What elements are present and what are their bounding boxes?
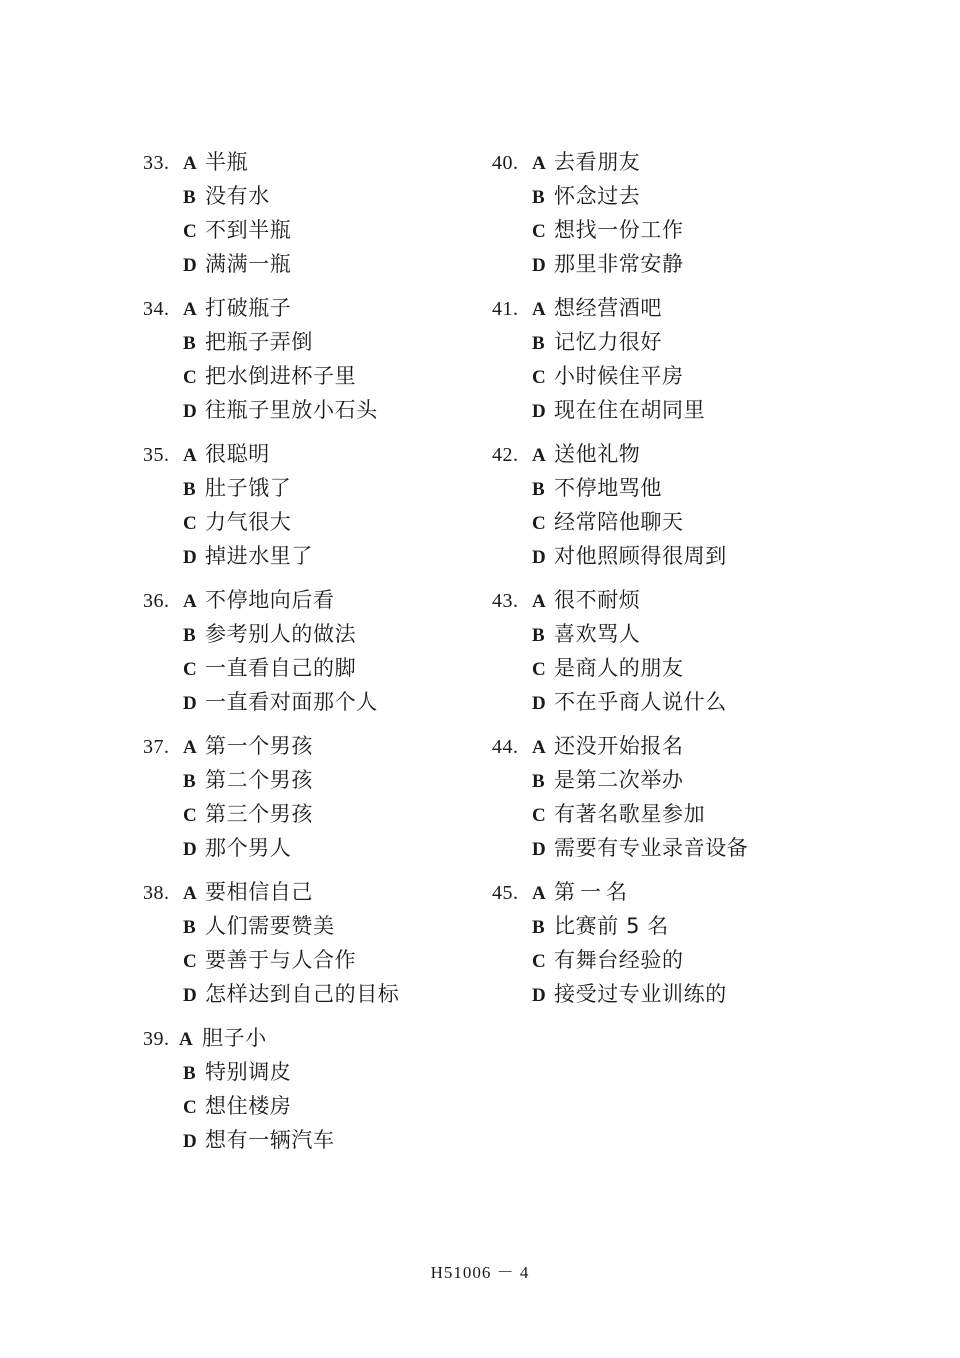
option-row[interactable] xyxy=(143,291,483,325)
question-number: 40. xyxy=(492,152,519,174)
option-row[interactable] xyxy=(492,145,832,179)
option-row[interactable] xyxy=(143,247,483,281)
option-text: 是第二次举办 xyxy=(554,768,684,792)
option-row[interactable] xyxy=(492,831,832,865)
option-letter: D xyxy=(532,985,546,1006)
option-row[interactable] xyxy=(492,875,832,909)
option-letter: C xyxy=(532,513,546,534)
option-letter: C xyxy=(532,805,546,826)
option-row[interactable] xyxy=(143,213,483,247)
option-row[interactable] xyxy=(143,1055,483,1089)
option-text: 半瓶 xyxy=(205,150,249,174)
option-letter: B xyxy=(183,917,196,938)
question-column-left xyxy=(143,145,483,1167)
option-text: 需要有专业录音设备 xyxy=(554,836,749,860)
option-row[interactable] xyxy=(143,437,483,471)
question-block xyxy=(143,729,483,865)
option-letter: C xyxy=(532,221,546,242)
question-number: 33. xyxy=(143,152,170,174)
option-text: 不停地向后看 xyxy=(205,588,335,612)
question-block xyxy=(492,583,832,719)
option-row[interactable] xyxy=(143,909,483,943)
option-row[interactable] xyxy=(492,977,832,1011)
option-row[interactable] xyxy=(143,505,483,539)
question-number: 37. xyxy=(143,736,170,758)
option-letter: C xyxy=(183,367,197,388)
option-letter: D xyxy=(183,839,197,860)
option-text: 很不耐烦 xyxy=(554,588,641,612)
option-row[interactable] xyxy=(492,617,832,651)
option-text: 不到半瓶 xyxy=(205,218,292,242)
option-row[interactable] xyxy=(492,651,832,685)
option-row[interactable] xyxy=(143,539,483,573)
option-row[interactable] xyxy=(143,1021,483,1055)
option-text: 想经营酒吧 xyxy=(554,296,662,320)
option-row[interactable] xyxy=(143,145,483,179)
question-number: 41. xyxy=(492,298,519,320)
option-row[interactable] xyxy=(492,471,832,505)
option-letter: A xyxy=(179,1029,193,1050)
option-text: 那个男人 xyxy=(205,836,292,860)
page-footer: H51006 － 4 xyxy=(430,1263,530,1282)
option-letter: D xyxy=(183,1131,197,1152)
option-text: 特别调皮 xyxy=(205,1060,292,1084)
question-column-right xyxy=(492,145,832,1021)
option-text: 怀念过去 xyxy=(554,184,641,208)
option-row[interactable] xyxy=(492,729,832,763)
option-letter: A xyxy=(183,737,197,758)
option-letter: D xyxy=(183,255,197,276)
option-text: 对他照顾得很周到 xyxy=(554,544,727,568)
option-letter: D xyxy=(532,255,546,276)
option-text: 肚子饿了 xyxy=(205,476,292,500)
option-letter: C xyxy=(183,513,197,534)
option-row[interactable] xyxy=(492,393,832,427)
option-text: 送他礼物 xyxy=(554,442,641,466)
option-text: 怎样达到自己的目标 xyxy=(205,982,400,1006)
option-row[interactable] xyxy=(143,359,483,393)
option-row[interactable] xyxy=(492,325,832,359)
option-text: 第一名 xyxy=(554,880,632,904)
option-letter: C xyxy=(532,951,546,972)
option-row[interactable] xyxy=(492,213,832,247)
option-letter: A xyxy=(183,299,197,320)
option-letter: B xyxy=(532,771,545,792)
option-row[interactable] xyxy=(143,583,483,617)
option-text: 不在乎商人说什么 xyxy=(554,690,727,714)
option-text: 很聪明 xyxy=(205,442,270,466)
option-letter: D xyxy=(183,401,197,422)
question-number: 42. xyxy=(492,444,519,466)
option-text: 接受过专业训练的 xyxy=(554,982,727,1006)
option-text: 参考别人的做法 xyxy=(205,622,357,646)
option-letter: B xyxy=(183,625,196,646)
option-letter: D xyxy=(183,693,197,714)
option-letter: A xyxy=(183,591,197,612)
option-letter: D xyxy=(532,547,546,568)
option-row[interactable] xyxy=(143,617,483,651)
option-letter: A xyxy=(532,153,546,174)
option-text: 那里非常安静 xyxy=(554,252,684,276)
option-text: 满满一瓶 xyxy=(205,252,292,276)
option-letter: C xyxy=(532,659,546,680)
option-letter: B xyxy=(532,187,545,208)
option-row[interactable] xyxy=(492,763,832,797)
option-text: 有著名歌星参加 xyxy=(554,802,706,826)
option-letter: A xyxy=(532,445,546,466)
option-text: 还没开始报名 xyxy=(554,734,684,758)
question-block xyxy=(492,291,832,427)
option-letter: B xyxy=(532,625,545,646)
question-block xyxy=(143,437,483,573)
option-text: 去看朋友 xyxy=(554,150,641,174)
option-letter: A xyxy=(532,299,546,320)
option-text: 有舞台经验的 xyxy=(554,948,684,972)
option-row[interactable] xyxy=(143,875,483,909)
option-text: 往瓶子里放小石头 xyxy=(205,398,378,422)
option-letter: B xyxy=(183,479,196,500)
option-text: 力气很大 xyxy=(205,510,292,534)
option-text: 是商人的朋友 xyxy=(554,656,684,680)
option-row[interactable] xyxy=(143,179,483,213)
option-letter: A xyxy=(532,737,546,758)
question-block xyxy=(143,1021,483,1157)
option-letter: B xyxy=(532,917,545,938)
option-row[interactable] xyxy=(492,359,832,393)
option-row[interactable] xyxy=(492,505,832,539)
option-letter: D xyxy=(183,547,197,568)
option-letter: D xyxy=(532,401,546,422)
option-letter: C xyxy=(183,659,197,680)
question-number: 43. xyxy=(492,590,519,612)
option-row[interactable] xyxy=(492,909,832,943)
question-block xyxy=(492,875,832,1011)
question-number: 36. xyxy=(143,590,170,612)
option-letter: B xyxy=(183,333,196,354)
option-text: 第一个男孩 xyxy=(205,734,313,758)
question-block xyxy=(492,729,832,865)
option-letter: B xyxy=(183,187,196,208)
option-letter: A xyxy=(183,445,197,466)
option-letter: C xyxy=(532,367,546,388)
option-text: 想住楼房 xyxy=(205,1094,292,1118)
option-text: 把瓶子弄倒 xyxy=(205,330,313,354)
option-text: 一直看自己的脚 xyxy=(205,656,357,680)
option-text: 喜欢骂人 xyxy=(554,622,641,646)
option-letter: C xyxy=(183,221,197,242)
option-row[interactable] xyxy=(143,729,483,763)
question-number: 39. xyxy=(143,1028,170,1050)
option-text: 第二个男孩 xyxy=(205,768,313,792)
option-letter: B xyxy=(532,333,545,354)
question-number: 45. xyxy=(492,882,519,904)
option-text: 记忆力很好 xyxy=(554,330,662,354)
option-text: 掉进水里了 xyxy=(205,544,313,568)
option-row[interactable] xyxy=(143,651,483,685)
option-text: 不停地骂他 xyxy=(554,476,662,500)
option-text: 把水倒进杯子里 xyxy=(205,364,357,388)
option-text: 打破瓶子 xyxy=(205,296,292,320)
option-row[interactable] xyxy=(143,943,483,977)
option-text: 第三个男孩 xyxy=(205,802,313,826)
option-letter: D xyxy=(532,693,546,714)
option-text: 人们需要赞美 xyxy=(205,914,335,938)
option-row[interactable] xyxy=(492,539,832,573)
option-row[interactable] xyxy=(492,583,832,617)
option-row[interactable] xyxy=(143,977,483,1011)
option-text: 小时候住平房 xyxy=(554,364,684,388)
option-text: 现在住在胡同里 xyxy=(554,398,706,422)
option-row[interactable] xyxy=(143,763,483,797)
option-text: 比赛前 5 名 xyxy=(554,914,669,938)
question-block xyxy=(143,145,483,281)
option-row[interactable] xyxy=(492,797,832,831)
option-letter: D xyxy=(532,839,546,860)
option-row[interactable] xyxy=(143,685,483,719)
option-letter: C xyxy=(183,1097,197,1118)
option-row[interactable] xyxy=(143,1089,483,1123)
option-row[interactable] xyxy=(492,943,832,977)
option-row[interactable] xyxy=(143,797,483,831)
question-number: 44. xyxy=(492,736,519,758)
option-text: 一直看对面那个人 xyxy=(205,690,378,714)
option-text: 要善于与人合作 xyxy=(205,948,357,972)
question-block xyxy=(143,875,483,1011)
option-row[interactable] xyxy=(143,471,483,505)
option-letter: A xyxy=(183,883,197,904)
question-block xyxy=(143,583,483,719)
option-letter: B xyxy=(183,771,196,792)
question-block xyxy=(492,145,832,281)
question-block xyxy=(143,291,483,427)
option-text: 没有水 xyxy=(205,184,270,208)
option-letter: A xyxy=(183,153,197,174)
option-letter: B xyxy=(183,1063,196,1084)
option-text: 经常陪他聊天 xyxy=(554,510,684,534)
option-row[interactable] xyxy=(492,437,832,471)
option-letter: C xyxy=(183,951,197,972)
option-row[interactable] xyxy=(143,1123,483,1157)
question-number: 35. xyxy=(143,444,170,466)
option-row[interactable] xyxy=(143,393,483,427)
option-text: 想有一辆汽车 xyxy=(205,1128,335,1152)
question-number: 38. xyxy=(143,882,170,904)
option-row[interactable] xyxy=(143,325,483,359)
option-text: 胆子小 xyxy=(202,1026,267,1050)
option-letter: B xyxy=(532,479,545,500)
option-letter: C xyxy=(183,805,197,826)
option-row[interactable] xyxy=(492,179,832,213)
option-text: 要相信自己 xyxy=(205,880,313,904)
option-row[interactable] xyxy=(492,247,832,281)
question-block xyxy=(492,437,832,573)
question-number: 34. xyxy=(143,298,170,320)
option-row[interactable] xyxy=(492,685,832,719)
option-letter: D xyxy=(183,985,197,1006)
option-letter: A xyxy=(532,591,546,612)
option-text: 想找一份工作 xyxy=(554,218,684,242)
option-letter: A xyxy=(532,883,546,904)
option-row[interactable] xyxy=(492,291,832,325)
option-row[interactable] xyxy=(143,831,483,865)
